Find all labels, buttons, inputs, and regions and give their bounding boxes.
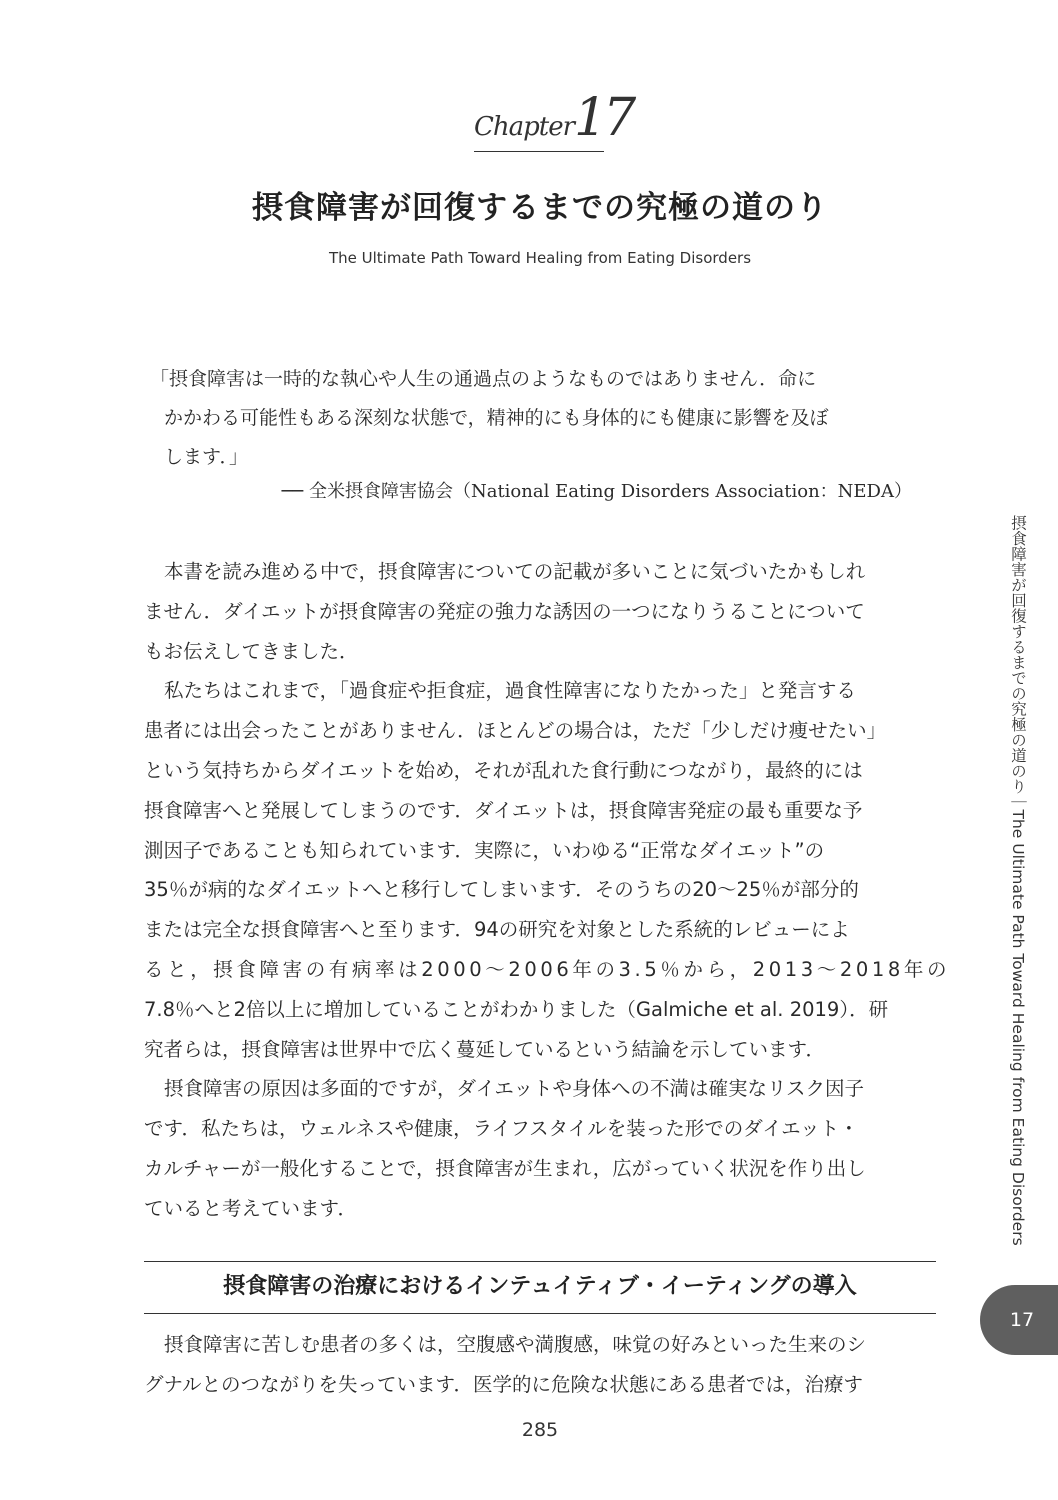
chapter-tab-number: 17	[1009, 1309, 1035, 1331]
body-line: ていると考えています．	[144, 1196, 357, 1220]
section-bottom-rule	[144, 1313, 936, 1314]
body-line: 35％が病的なダイエットへと移行してしまいます．そのうちの20〜25％が部分的	[144, 878, 859, 902]
body-line: 摂食障害に苦しむ患者の多くは，空腹感や満腹感，味覚の好みといった生来のシ	[164, 1333, 867, 1356]
body-paragraphs	[144, 552, 951, 1229]
chapter-title-ja: 摂食障害が回復するまでの究極の道のり	[252, 190, 828, 226]
quote-attribution: ── 全米摂食障害協会（National Eating Disorders Association：NEDA）	[281, 481, 912, 502]
body-line: ません．ダイエットが摂食障害の発症の強力な誘因の一つになりうることについて	[144, 599, 865, 623]
chapter-title-en: The Ultimate Path Toward Healing from Eating Disorders	[328, 249, 752, 267]
section-heading: 摂食障害の治療におけるインテュイティブ・イーティングの導入	[223, 1274, 857, 1299]
chapter-underline	[474, 151, 604, 152]
body-line: 7.8％へと2倍以上に増加していることがわかりました（Galmiche et al. 2019）．研	[144, 997, 889, 1021]
chapter-tab	[980, 1285, 1058, 1355]
body-line: 患者には出会ったことがありません．ほとんどの場合は，ただ「少しだけ痩せたい」	[144, 719, 887, 743]
quote-line: かかわる可能性もある深刻な状態で，精神的にも身体的にも健康に影響を及ぼ	[164, 407, 829, 429]
section-paragraph	[144, 1325, 938, 1405]
chapter-label	[474, 88, 633, 148]
body-line: 摂食障害の原因は多面的ですが，ダイエットや身体への不満は確実なリスク因子	[164, 1077, 865, 1101]
chapter-number: 17	[574, 88, 633, 148]
body-line: 本書を読み進める中で，摂食障害についての記載が多いことに気づいたかもしれ	[164, 560, 866, 583]
body-line: もお伝えしてきました．	[144, 639, 359, 663]
running-title-vertical: 摂食障害が回復するまでの究極の道のり｜The Ultimate Path Toward Healing from Eating Disorders	[1009, 515, 1027, 1246]
page-number: 285	[521, 1419, 559, 1441]
epigraph-quote	[150, 360, 930, 477]
body-line: または完全な摂食障害へと至ります．94の研究を対象とした系統的レビューによ	[144, 918, 850, 942]
body-line: 私たちはこれまで，「過食症や拒食症，過食性障害になりたかった」と発言する	[164, 679, 856, 703]
body-line: 摂食障害へと発展してしまうのです．ダイエットは，摂食障害発症の最も重要な予	[144, 798, 863, 822]
section-top-rule	[144, 1261, 936, 1262]
body-line: 測因子であることも知られています．実際に，いわゆる“正常なダイエット”の	[144, 838, 825, 862]
quote-line: 「摂食障害は一時的な執心や人生の通過点のようなものではありません．命に	[150, 368, 817, 390]
body-line: 究者らは，摂食障害は世界中で広く蔓延しているという結論を示しています．	[144, 1037, 825, 1061]
chapter-word: Chapter	[474, 112, 575, 142]
body-line: グナルとのつながりを失っています．医学的に危険な状態にある患者では，治療す	[144, 1372, 863, 1396]
body-line: カルチャーが一般化することで，摂食障害が生まれ，広がっていく状況を作り出し	[144, 1156, 866, 1180]
body-line: という気持ちからダイエットを始め，それが乱れた食行動につながり，最終的には	[144, 758, 863, 782]
quote-line: します．」	[164, 446, 248, 468]
body-line: です．私たちは，ウェルネスや健康，ライフスタイルを装った形でのダイエット・	[144, 1117, 859, 1141]
body-line: ると，摂食障害の有病率は2000〜2006年の3.5％から，2013〜2018年の	[144, 957, 951, 981]
